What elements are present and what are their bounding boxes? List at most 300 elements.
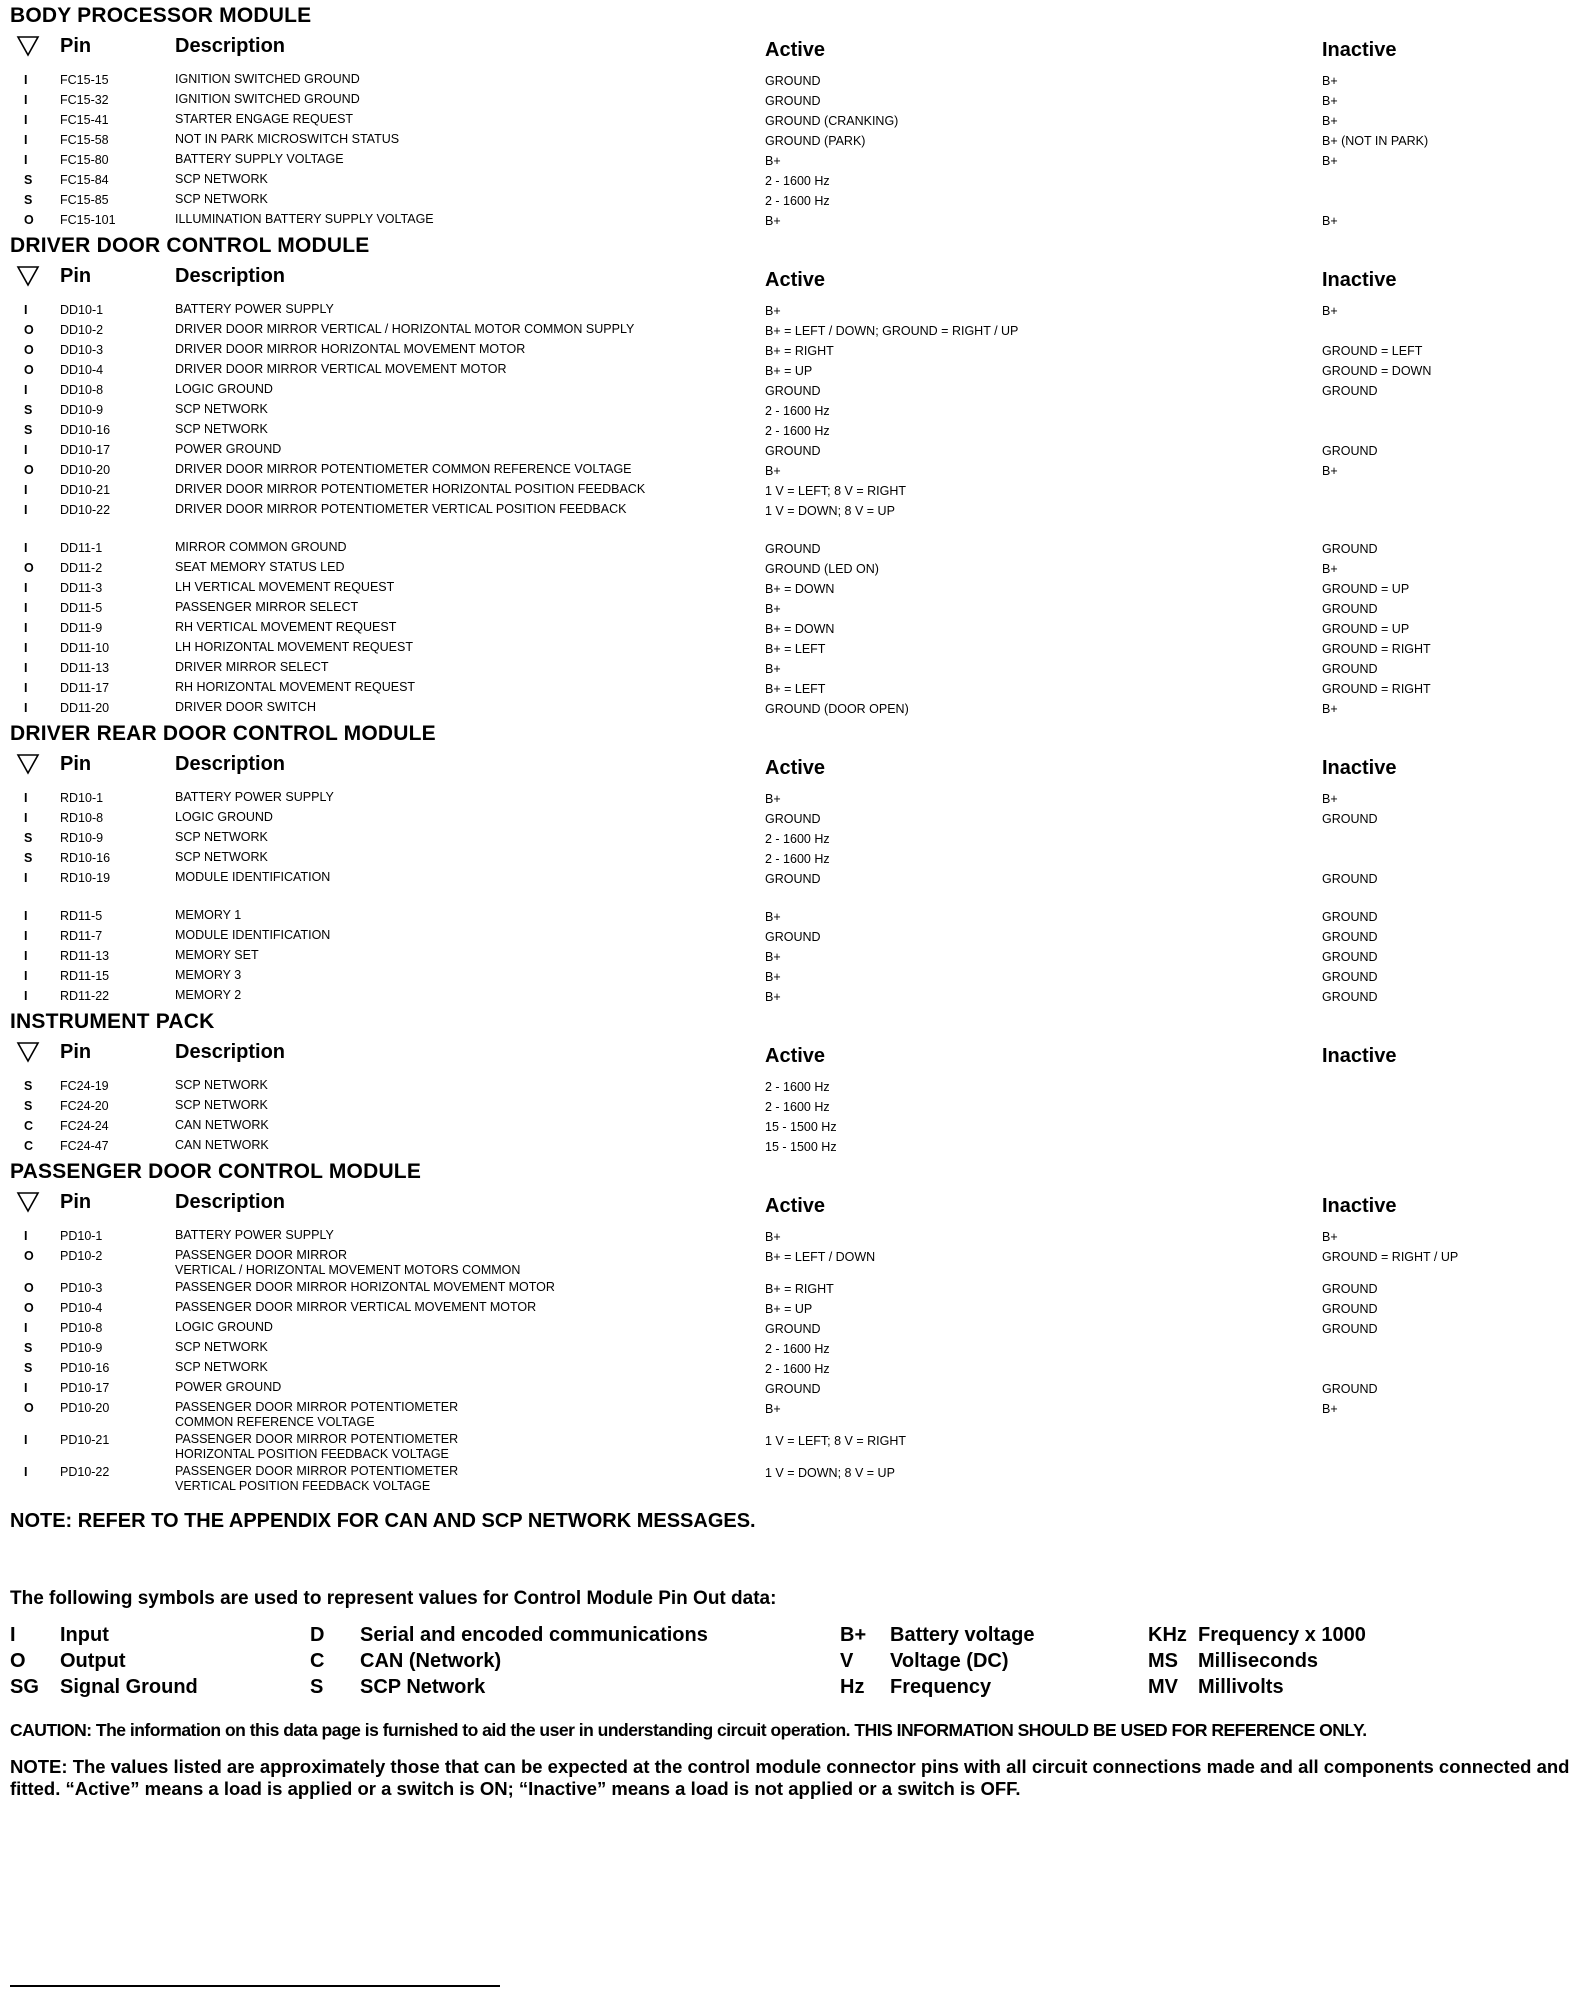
inactive-value: B+	[1322, 1230, 1338, 1244]
active-value: 2 - 1600 Hz	[765, 1080, 830, 1094]
legend-item	[310, 1622, 840, 1648]
pin-description: SCP NETWORK	[175, 1078, 268, 1092]
table-header	[10, 1186, 1572, 1226]
inactive-value: GROUND	[1322, 602, 1378, 616]
legend-item	[310, 1648, 840, 1674]
inactive-column-header: Inactive	[1322, 39, 1397, 61]
legend-meaning: Output	[60, 1650, 126, 1672]
active-value: B+ = DOWN	[765, 582, 835, 596]
pin-id: FC15-85	[60, 193, 109, 207]
pin-id: DD10-16	[60, 423, 111, 437]
table-row	[10, 678, 1572, 698]
inactive-value	[1322, 190, 1572, 192]
active-column-header: Active	[765, 269, 826, 291]
active-value: 2 - 1600 Hz	[765, 424, 830, 438]
inactive-value: B+	[1322, 74, 1338, 88]
pin-description: PASSENGER DOOR MIRROR VERTICAL / HORIZONTAL MOVEMENT MOTORS COMMON	[175, 1248, 521, 1277]
active-value: B+	[765, 990, 781, 1004]
legend-meaning: Signal Ground	[60, 1676, 198, 1698]
pin-description: MEMORY 3	[175, 968, 242, 982]
active-value: B+	[765, 1402, 781, 1416]
pin-id: DD10-4	[60, 363, 104, 377]
pin-description: DRIVER DOOR MIRROR VERTICAL MOVEMENT MOTOR	[175, 362, 507, 376]
table-row	[10, 90, 1572, 110]
pin-id: PD10-17	[60, 1381, 110, 1395]
inactive-value: GROUND = UP	[1322, 582, 1410, 596]
table-header	[10, 260, 1572, 300]
pin-type: C	[24, 1139, 34, 1153]
pin-id: FC15-32	[60, 93, 109, 107]
description-column-header: Description	[175, 753, 286, 775]
table-row	[10, 70, 1572, 90]
legend-column	[10, 1622, 310, 1700]
pin-id: RD11-15	[60, 969, 110, 983]
symbols-intro: The following symbols are used to represent values for Control Module Pin Out data:	[10, 1588, 777, 1609]
pin-description: DRIVER MIRROR SELECT	[175, 660, 329, 674]
inactive-value	[1322, 500, 1572, 502]
type-column-header	[10, 1186, 60, 1219]
inactive-value: GROUND	[1322, 1302, 1378, 1316]
table-row	[10, 808, 1572, 828]
pin-description: BATTERY POWER SUPPLY	[175, 1228, 334, 1242]
table-row	[10, 828, 1572, 848]
pin-description: DRIVER DOOR MIRROR VERTICAL / HORIZONTAL MOTOR COMMON SUPPLY	[175, 322, 635, 336]
pin-type: O	[24, 463, 34, 477]
pin-description: SCP NETWORK	[175, 422, 268, 436]
active-value: GROUND (LED ON)	[765, 562, 879, 576]
pin-id: FC15-101	[60, 213, 116, 227]
inactive-value: GROUND = RIGHT	[1322, 642, 1431, 656]
active-value: 1 V = DOWN; 8 V = UP	[765, 1466, 895, 1480]
legend-meaning: SCP Network	[360, 1676, 486, 1698]
pin-id: DD10-21	[60, 483, 111, 497]
active-value: B+ = DOWN	[765, 622, 835, 636]
pin-description: LH HORIZONTAL MOVEMENT REQUEST	[175, 640, 413, 654]
pin-id: DD10-3	[60, 343, 104, 357]
inactive-value	[1322, 848, 1572, 850]
pin-type: I	[24, 1381, 28, 1395]
pin-column-header: Pin	[60, 265, 92, 287]
pin-type: I	[24, 503, 28, 517]
active-value: B+ = UP	[765, 1302, 813, 1316]
active-value: 15 - 1500 Hz	[765, 1120, 837, 1134]
type-column-header	[10, 30, 60, 63]
pin-description: SCP NETWORK	[175, 1098, 268, 1112]
pin-description: MODULE IDENTIFICATION	[175, 928, 331, 942]
pin-id: RD10-19	[60, 871, 111, 885]
pin-description: SCP NETWORK	[175, 172, 268, 186]
table-row	[10, 698, 1572, 718]
pin-id: FC15-15	[60, 73, 109, 87]
table-row	[10, 170, 1572, 190]
module-section	[10, 230, 1572, 718]
pin-type: S	[24, 173, 33, 187]
pin-description: LOGIC GROUND	[175, 810, 273, 824]
pin-type: I	[24, 601, 28, 615]
pin-type: I	[24, 541, 28, 555]
pin-id: DD11-9	[60, 621, 103, 635]
table-row	[10, 538, 1572, 558]
pin-description: SCP NETWORK	[175, 830, 268, 844]
pin-id: DD11-5	[60, 601, 103, 615]
legend-item	[10, 1648, 310, 1674]
pin-description: DRIVER DOOR MIRROR POTENTIOMETER VERTICAL POSITION FEEDBACK	[175, 502, 627, 516]
pin-description: PASSENGER DOOR MIRROR POTENTIOMETER VERTICAL POSITION FEEDBACK VOLTAGE	[175, 1464, 459, 1493]
pin-type: I	[24, 1433, 28, 1447]
pin-description: LOGIC GROUND	[175, 382, 273, 396]
inactive-value: GROUND = RIGHT	[1322, 682, 1431, 696]
legend-item	[1148, 1622, 1548, 1648]
row-gap	[10, 520, 1572, 538]
active-value: B+	[765, 602, 781, 616]
legend-meaning: Milliseconds	[1198, 1650, 1319, 1672]
appendix-note: NOTE: REFER TO THE APPENDIX FOR CAN AND SCP NETWORK MESSAGES.	[10, 1510, 756, 1532]
pin-id: DD10-1	[60, 303, 104, 317]
legend-meaning: Millivolts	[1198, 1676, 1284, 1698]
pin-type: I	[24, 73, 28, 87]
inactive-value	[1322, 1096, 1572, 1098]
table-header	[10, 30, 1572, 70]
pin-id: DD10-22	[60, 503, 111, 517]
table-row	[10, 1226, 1572, 1246]
active-value: GROUND	[765, 930, 821, 944]
active-column-header: Active	[765, 39, 826, 61]
active-value: 15 - 1500 Hz	[765, 1140, 837, 1154]
legend-symbol: KHz	[1148, 1624, 1187, 1646]
active-value: B+	[765, 910, 781, 924]
pin-description: DRIVER DOOR SWITCH	[175, 700, 316, 714]
legend-item	[840, 1648, 1148, 1674]
active-value: GROUND (CRANKING)	[765, 114, 899, 128]
pin-id: PD10-16	[60, 1361, 110, 1375]
pin-type: I	[24, 969, 28, 983]
pin-type: I	[24, 153, 28, 167]
pin-id: PD10-4	[60, 1301, 103, 1315]
inactive-value: GROUND	[1322, 812, 1378, 826]
pin-column-header: Pin	[60, 1191, 92, 1213]
pin-description: MEMORY SET	[175, 948, 259, 962]
pin-type: S	[24, 831, 33, 845]
inactive-column-header: Inactive	[1322, 269, 1397, 291]
pin-id: DD10-17	[60, 443, 111, 457]
legend-meaning: Frequency	[890, 1676, 992, 1698]
triangle-down-icon	[16, 264, 40, 288]
inactive-value: B+	[1322, 304, 1338, 318]
pin-id: PD10-20	[60, 1401, 110, 1415]
active-column-header: Active	[765, 757, 826, 779]
pin-type: C	[24, 1119, 34, 1133]
pin-id: FC15-41	[60, 113, 109, 127]
table-row	[10, 598, 1572, 618]
inactive-value: B+	[1322, 114, 1338, 128]
active-value: B+	[765, 304, 781, 318]
table-row	[10, 1278, 1572, 1298]
table-row	[10, 558, 1572, 578]
pin-description: BATTERY SUPPLY VOLTAGE	[175, 152, 344, 166]
table-row	[10, 1116, 1572, 1136]
pin-type: O	[24, 213, 34, 227]
module-section	[10, 1006, 1572, 1156]
pin-type: O	[24, 343, 34, 357]
table-row	[10, 210, 1572, 230]
inactive-value	[1322, 1338, 1572, 1340]
active-value: B+	[765, 970, 781, 984]
pin-id: DD10-9	[60, 403, 104, 417]
type-column-header	[10, 260, 60, 293]
inactive-value	[1322, 1136, 1572, 1138]
pin-id: PD10-3	[60, 1281, 103, 1295]
table-row	[10, 618, 1572, 638]
legend-column	[840, 1622, 1148, 1700]
active-value: 2 - 1600 Hz	[765, 852, 830, 866]
description-column-header: Description	[175, 35, 286, 57]
pin-type: I	[24, 811, 28, 825]
values-note: NOTE: The values listed are approximately those that can be expected at the control module connector pins with all circuit connections made and all components connected and fitted. “Active” means a load is applied or a switch is ON; “Inactive” means a load is not applied or a switch is OFF.	[10, 1756, 1570, 1799]
legend-meaning: Voltage (DC)	[890, 1650, 1009, 1672]
pin-type: I	[24, 661, 28, 675]
pin-id: DD11-10	[60, 641, 110, 655]
legend-item	[840, 1674, 1148, 1700]
active-value: 2 - 1600 Hz	[765, 174, 830, 188]
pin-type: I	[24, 1229, 28, 1243]
inactive-value	[1322, 828, 1572, 830]
legend-column	[310, 1622, 840, 1700]
pin-type: S	[24, 1099, 33, 1113]
legend-symbol: S	[310, 1676, 324, 1698]
inactive-value: B+	[1322, 1402, 1338, 1416]
pin-type: I	[24, 113, 28, 127]
pin-type: I	[24, 909, 28, 923]
pin-type: I	[24, 133, 28, 147]
pin-id: FC24-24	[60, 1119, 109, 1133]
pin-type: I	[24, 581, 28, 595]
legend-symbol: D	[310, 1624, 325, 1646]
inactive-value: GROUND	[1322, 910, 1378, 924]
table-row	[10, 868, 1572, 888]
table-row	[10, 788, 1572, 808]
active-value: B+ = LEFT	[765, 682, 826, 696]
active-value: B+ = RIGHT	[765, 344, 834, 358]
active-value: B+	[765, 1230, 781, 1244]
inactive-value: GROUND	[1322, 1322, 1378, 1336]
pin-description: POWER GROUND	[175, 1380, 282, 1394]
inactive-value: GROUND	[1322, 444, 1378, 458]
table-row	[10, 1246, 1572, 1278]
pin-id: PD10-9	[60, 1341, 103, 1355]
inactive-column-header: Inactive	[1322, 1045, 1397, 1067]
pin-description: BATTERY POWER SUPPLY	[175, 302, 334, 316]
pin-id: FC15-80	[60, 153, 109, 167]
table-row	[10, 300, 1572, 320]
active-value: GROUND	[765, 384, 821, 398]
section-title: DRIVER REAR DOOR CONTROL MODULE	[10, 722, 436, 745]
legend-meaning: Input	[60, 1624, 109, 1646]
legend-item	[10, 1674, 310, 1700]
pin-description: MEMORY 1	[175, 908, 242, 922]
table-row	[10, 926, 1572, 946]
table-row	[10, 480, 1572, 500]
triangle-down-icon	[16, 1190, 40, 1214]
table-row	[10, 150, 1572, 170]
active-column-header: Active	[765, 1195, 826, 1217]
legend-item	[1148, 1648, 1548, 1674]
inactive-value: GROUND	[1322, 1282, 1378, 1296]
table-row	[10, 966, 1572, 986]
table-header	[10, 1036, 1572, 1076]
active-value: B+	[765, 214, 781, 228]
active-value: 1 V = LEFT; 8 V = RIGHT	[765, 1434, 907, 1448]
description-column-header: Description	[175, 265, 286, 287]
section-title: PASSENGER DOOR CONTROL MODULE	[10, 1160, 422, 1183]
table-header	[10, 748, 1572, 788]
inactive-value	[1322, 480, 1572, 482]
table-row	[10, 1462, 1572, 1494]
pin-type: I	[24, 303, 28, 317]
pin-type: I	[24, 791, 28, 805]
legend-item	[310, 1674, 840, 1700]
active-value: GROUND	[765, 1382, 821, 1396]
inactive-value: B+	[1322, 154, 1338, 168]
active-value: B+	[765, 662, 781, 676]
legend-symbol: Hz	[840, 1676, 865, 1698]
table-row	[10, 1076, 1572, 1096]
inactive-value: B+	[1322, 214, 1338, 228]
pin-id: PD10-2	[60, 1249, 103, 1263]
description-column-header: Description	[175, 1041, 286, 1063]
row-gap	[10, 888, 1572, 906]
active-value: 2 - 1600 Hz	[765, 1362, 830, 1376]
legend-meaning: CAN (Network)	[360, 1650, 502, 1672]
pin-description: NOT IN PARK MICROSWITCH STATUS	[175, 132, 400, 146]
pin-description: DRIVER DOOR MIRROR HORIZONTAL MOVEMENT MOTOR	[175, 342, 526, 356]
pin-description: SCP NETWORK	[175, 192, 268, 206]
pin-type: S	[24, 193, 33, 207]
table-row	[10, 380, 1572, 400]
legend-column	[1148, 1622, 1548, 1700]
table-row	[10, 578, 1572, 598]
pin-column-header: Pin	[60, 1041, 92, 1063]
pin-id: PD10-22	[60, 1465, 110, 1479]
inactive-value	[1322, 420, 1572, 422]
active-value: 1 V = DOWN; 8 V = UP	[765, 504, 895, 518]
pin-type: S	[24, 403, 33, 417]
active-value: GROUND	[765, 542, 821, 556]
inactive-value: B+	[1322, 464, 1338, 478]
pin-description: IGNITION SWITCHED GROUND	[175, 72, 360, 86]
pin-column-header: Pin	[60, 35, 92, 57]
active-value: GROUND (PARK)	[765, 134, 866, 148]
inactive-value: GROUND = LEFT	[1322, 344, 1423, 358]
inactive-value: GROUND	[1322, 542, 1378, 556]
pin-description: PASSENGER DOOR MIRROR POTENTIOMETER HORIZONTAL POSITION FEEDBACK VOLTAGE	[175, 1432, 459, 1461]
pin-description: SEAT MEMORY STATUS LED	[175, 560, 345, 574]
triangle-down-icon	[16, 752, 40, 776]
pin-description: SCP NETWORK	[175, 402, 268, 416]
pin-description: ILLUMINATION BATTERY SUPPLY VOLTAGE	[175, 212, 434, 226]
pin-description: POWER GROUND	[175, 442, 282, 456]
inactive-value	[1322, 1076, 1572, 1078]
table-row	[10, 848, 1572, 868]
table-row	[10, 1398, 1572, 1430]
legend-symbol: MV	[1148, 1676, 1178, 1698]
pin-type: S	[24, 1361, 33, 1375]
inactive-value: B+	[1322, 94, 1338, 108]
pin-description: MEMORY 2	[175, 988, 242, 1002]
table-row	[10, 460, 1572, 480]
legend-symbol: MS	[1148, 1650, 1178, 1672]
legend-item	[840, 1622, 1148, 1648]
pin-id: DD11-20	[60, 701, 110, 715]
active-value: B+ = RIGHT	[765, 1282, 834, 1296]
module-section	[10, 718, 1572, 1006]
inactive-value	[1322, 1462, 1572, 1464]
pin-id: FC15-84	[60, 173, 109, 187]
inactive-value	[1322, 400, 1572, 402]
pin-id: FC24-19	[60, 1079, 109, 1093]
type-column-header	[10, 1036, 60, 1069]
table-row	[10, 1318, 1572, 1338]
pin-description: LOGIC GROUND	[175, 1320, 273, 1334]
pin-id: DD11-2	[60, 561, 103, 575]
legend-meaning: Frequency x 1000	[1198, 1624, 1366, 1646]
pin-id: PD10-8	[60, 1321, 103, 1335]
table-row	[10, 320, 1572, 340]
active-value: 2 - 1600 Hz	[765, 194, 830, 208]
pin-id: DD10-2	[60, 323, 104, 337]
inactive-value: GROUND	[1322, 384, 1378, 398]
legend-symbol: I	[10, 1624, 16, 1646]
pin-description: PASSENGER DOOR MIRROR HORIZONTAL MOVEMENT MOTOR	[175, 1280, 555, 1294]
pin-type: I	[24, 989, 28, 1003]
pin-type: O	[24, 1249, 34, 1263]
pin-description: RH HORIZONTAL MOVEMENT REQUEST	[175, 680, 416, 694]
pin-type: I	[24, 681, 28, 695]
active-value: 2 - 1600 Hz	[765, 1342, 830, 1356]
active-value: GROUND	[765, 1322, 821, 1336]
pin-type: O	[24, 561, 34, 575]
pin-type: S	[24, 1341, 33, 1355]
active-value: GROUND	[765, 74, 821, 88]
pin-description: STARTER ENGAGE REQUEST	[175, 112, 354, 126]
pin-description: SCP NETWORK	[175, 850, 268, 864]
caution-text: CAUTION: The information on this data page is furnished to aid the user in understanding circuit operation. THIS INFORMATION SHOULD BE USED FOR REFERENCE ONLY.	[10, 1720, 1367, 1740]
active-value: 2 - 1600 Hz	[765, 832, 830, 846]
pin-id: DD11-3	[60, 581, 103, 595]
triangle-down-icon	[16, 34, 40, 58]
table-row	[10, 360, 1572, 380]
table-row	[10, 1338, 1572, 1358]
pin-id: DD11-1	[60, 541, 103, 555]
table-row	[10, 1136, 1572, 1156]
legend-symbol: B+	[840, 1624, 867, 1646]
inactive-value	[1322, 170, 1572, 172]
active-column-header: Active	[765, 1045, 826, 1067]
pin-id: FC24-47	[60, 1139, 109, 1153]
legend-symbol: SG	[10, 1676, 39, 1698]
inactive-value: GROUND = RIGHT / UP	[1322, 1250, 1459, 1264]
inactive-value: GROUND	[1322, 930, 1378, 944]
pin-id: RD11-13	[60, 949, 110, 963]
pin-description: MIRROR COMMON GROUND	[175, 540, 347, 554]
inactive-value: B+ (NOT IN PARK)	[1322, 134, 1429, 148]
pin-id: RD10-1	[60, 791, 104, 805]
legend-meaning: Battery voltage	[890, 1624, 1035, 1646]
pin-description: DRIVER DOOR MIRROR POTENTIOMETER HORIZONTAL POSITION FEEDBACK	[175, 482, 646, 496]
table-row	[10, 420, 1572, 440]
pin-id: PD10-1	[60, 1229, 103, 1243]
table-row	[10, 1378, 1572, 1398]
active-value: GROUND	[765, 444, 821, 458]
